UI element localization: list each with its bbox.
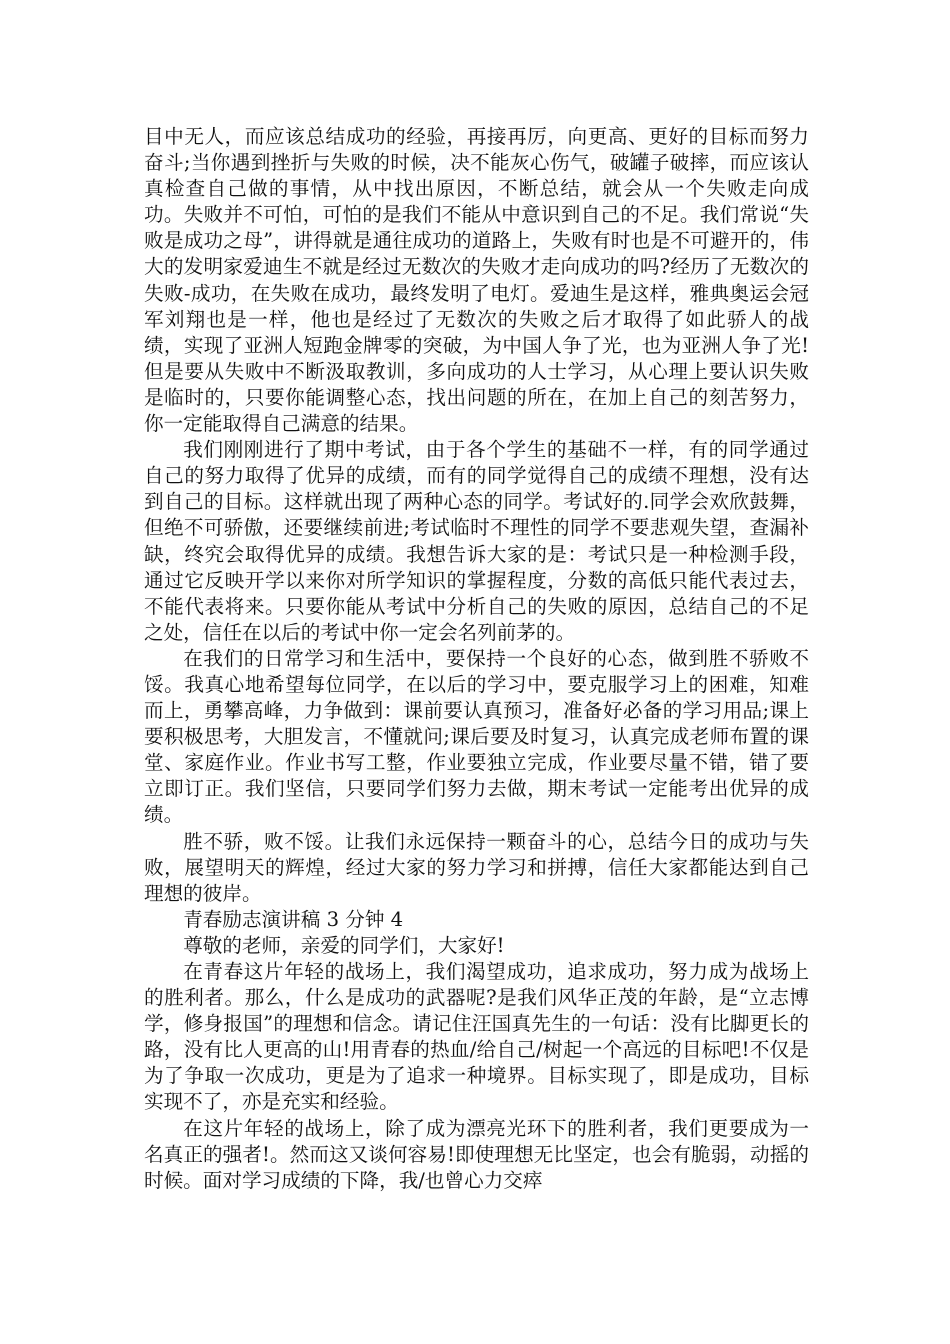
paragraph-youth-battlefield: 在青春这片年轻的战场上，我们渴望成功，追求成功，努力成为战场上的胜利者。那么，什么是成功的武器呢?是我们风华正茂的年龄，是“立志博学，修身报国”的理想和信念。请记住汪国真先生的一句话：没有比脚更长的路，没有比人更高的山!用青春的热血/给自己/树起一个高远的目标吧!不仅是为了争取一次成功，更是为了追求一种境界。目标实现了，即是成功，目标实现不了，亦是充实和经验。 [144, 960, 809, 1114]
paragraph-success-experience: 目中无人，而应该总结成功的经验，再接再厉，向更高、更好的目标而努力奋斗;当你遇到挫折与失败的时候，决不能灰心伤气，破罐子破摔，而应该认真检查自己做的事情，从中找出原因，不断总结，就会从一个失败走向成功。失败并不可怕，可怕的是我们不能从中意识到自己的不足。我们常说“失败是成功之母”，讲得就是通往成功的道路上，失败有时也是不可避开的，伟大的发明家爱迪生不就是经过无数次的失败才走向成功的吗?经历了无数次的失败-成功，在失败在成功，最终发明了电灯。爱迪生是这样，雅典奥运会冠军刘翔也是一样，他也是经过了无数次的失败之后才取得了如此骄人的战绩，实现了亚洲人短跑金牌零的突破，为中国人争了光，也为亚洲人争了光!但是要从失败中不断汲取教训，多向成功的人士学习，从心理上要认识失败是临时的，只要你能调整心态，找出问题的所在，在加上自己的刻苦努力，你一定能取得自己满意的结果。 [144, 125, 809, 436]
document-page [144, 124, 809, 1194]
paragraph-midterm-exam: 我们刚刚进行了期中考试，由于各个学生的基础不一样，有的同学通过自己的努力取得了优异的成绩，而有的同学觉得自己的成绩不理想，没有达到自己的目标。这样就出现了两种心态的同学。考试好的.同学会欢欣鼓舞，但绝不可骄傲，还要继续前进;考试临时不理性的同学不要悲观失望，查漏补缺，终究会取得优异的成绩。我想告诉大家的是：考试只是一种检测手段，通过它反映开学以来你对所学知识的掌握程度，分数的高低只能代表过去，不能代表将来。只要你能从考试中分析自己的失败的原因，总结自己的不足之处，信任在以后的考试中你一定会名列前茅的。 [144, 438, 809, 644]
speech-greeting: 尊敬的老师，亲爱的同学们，大家好! [183, 933, 505, 957]
paragraph-conclusion: 胜不骄，败不馁。让我们永远保持一颗奋斗的心，总结今日的成功与失败，展望明天的辉煌，经过大家的努力学习和拼搏，信任大家都能达到自己理想的彼岸。 [144, 829, 809, 905]
paragraph-good-attitude: 在我们的日常学习和生活中，要保持一个良好的心态，做到胜不骄败不馁。我真心地希望每位同学，在以后的学习中，要克服学习上的困难，知难而上，勇攀高峰，力争做到：课前要认真预习，准备好必备的学习用品;课上要积极思考，大胆发言，不懂就问;课后要及时复习，认真完成老师布置的课堂、家庭作业。作业书写工整，作业要独立完成，作业要尽量不错，错了要立即订正。我们坚信，只要同学们努力去做，期末考试一定能考出优异的成绩。 [144, 646, 809, 827]
paragraph-true-strong: 在这片年轻的战场上，除了成为漂亮光环下的胜利者，我们更要成为一名真正的强者!。然而这又谈何容易!即使理想无比坚定，也会有脆弱，动摇的时候。面对学习成绩的下降，我/也曾心力交瘁 [144, 1116, 809, 1192]
speech-heading: 青春励志演讲稿 3 分钟 4 [183, 907, 404, 931]
